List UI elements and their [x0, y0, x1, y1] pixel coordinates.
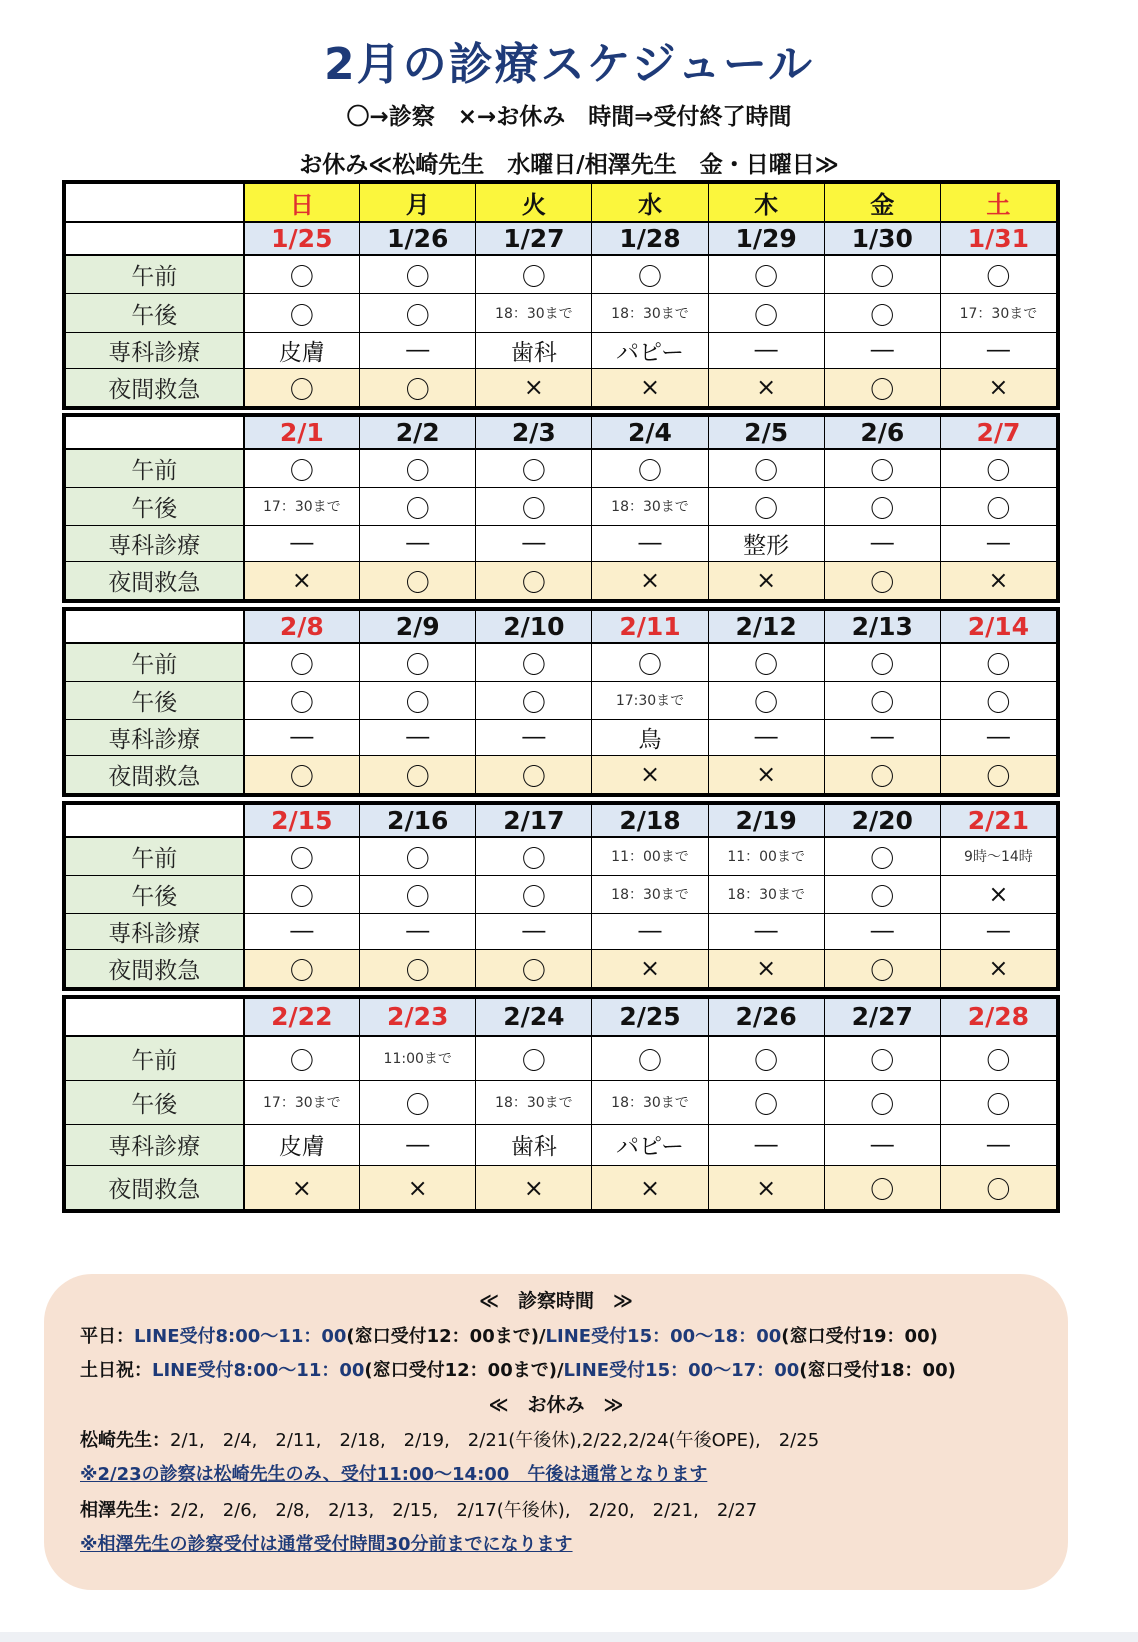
- schedule-row-pm: [66, 875, 1057, 913]
- schedule-cell: 〇: [476, 487, 592, 525]
- hours-part: (窓口受付12：00まで)/: [346, 1326, 546, 1347]
- schedule-row-pm: [66, 1080, 1057, 1124]
- info-panel: [44, 1274, 1068, 1590]
- schedule-cell: 〇: [360, 368, 476, 406]
- schedule-cell: パピー: [592, 332, 708, 368]
- date-row: [66, 611, 1057, 643]
- date-cell: 1/29: [708, 222, 824, 255]
- schedule-cell: 18：30まで: [476, 1080, 592, 1124]
- date-cell: 1/26: [360, 222, 476, 255]
- schedule-cell: ―: [244, 719, 360, 755]
- schedule-cell: ―: [940, 913, 1056, 949]
- schedule-cell: 〇: [360, 681, 476, 719]
- schedule-cell: ―: [940, 525, 1056, 561]
- aizawa-note: ※相澤先生の診察受付は通常受付時間30分前までになります: [80, 1534, 573, 1555]
- schedule-cell: パピー: [592, 1124, 708, 1165]
- schedule-cell: 歯科: [476, 1124, 592, 1165]
- schedule-cell: 〇: [940, 1166, 1056, 1210]
- aizawa-days: 2/2, 2/6, 2/8, 2/13, 2/15, 2/17(午後休), 2/20, 2/21, 2/27: [170, 1500, 758, 1521]
- schedule-cell: 〇: [244, 1036, 360, 1081]
- schedule-cell: ―: [708, 719, 824, 755]
- date-cell: 2/13: [824, 611, 940, 643]
- schedule-cell: 〇: [824, 1036, 940, 1081]
- date-cell: 2/28: [940, 999, 1056, 1036]
- hours-part: (窓口受付19：00): [781, 1326, 938, 1347]
- schedule-cell: 〇: [244, 837, 360, 876]
- schedule-cell: 11：00まで: [592, 837, 708, 876]
- weekday-cell: 金: [824, 184, 940, 223]
- schedule-cell: 17:30まで: [592, 681, 708, 719]
- schedule-cell: 〇: [244, 949, 360, 987]
- schedule-row-am: [66, 837, 1057, 876]
- schedule-cell: 〇: [244, 294, 360, 332]
- schedule-cell: 11：00まで: [708, 837, 824, 876]
- schedule-cell: 〇: [476, 1036, 592, 1081]
- schedule-cell: 〇: [708, 487, 824, 525]
- hours-part: LINE受付15：00～18：00: [545, 1326, 782, 1347]
- hours-part: (窓口受付18：00): [799, 1360, 956, 1381]
- date-cell: 2/5: [708, 417, 824, 449]
- date-cell: 2/12: [708, 611, 824, 643]
- schedule-cell: 〇: [476, 837, 592, 876]
- date-row: [66, 417, 1057, 449]
- schedule-cell: ―: [940, 719, 1056, 755]
- schedule-cell: 〇: [592, 1036, 708, 1081]
- date-cell: 2/19: [708, 805, 824, 837]
- schedule-cell: ×: [244, 1166, 360, 1210]
- schedule-cell: ×: [244, 561, 360, 599]
- aizawa-holidays: [80, 1496, 757, 1522]
- schedule-cell: 〇: [360, 949, 476, 987]
- week-table: [65, 998, 1057, 1210]
- schedule-row-special: [66, 1124, 1057, 1165]
- date-cell: 2/14: [940, 611, 1056, 643]
- schedule-cell: 〇: [824, 875, 940, 913]
- weekend-label: 土日祝：: [80, 1360, 152, 1381]
- page-title: 2月の診療スケジュール: [324, 39, 814, 90]
- weekday-cell: 木: [708, 184, 824, 223]
- week-table: [65, 416, 1057, 600]
- schedule-cell: ―: [476, 525, 592, 561]
- row-label: 専科診療: [66, 332, 244, 368]
- date-cell: 2/27: [824, 999, 940, 1036]
- schedule-cell: ―: [940, 332, 1056, 368]
- date-row: [66, 222, 1057, 255]
- schedule-cell: ―: [360, 719, 476, 755]
- schedule-cell: 〇: [476, 643, 592, 682]
- blank-cell: [66, 417, 244, 449]
- schedule-cell: 〇: [476, 681, 592, 719]
- hours-heading: ≪ 診察時間 ≫: [479, 1290, 633, 1312]
- date-cell: 2/17: [476, 805, 592, 837]
- row-label: 専科診療: [66, 719, 244, 755]
- schedule-cell: 〇: [940, 681, 1056, 719]
- schedule-cell: 〇: [824, 294, 940, 332]
- week-table: [65, 183, 1057, 407]
- week-block: [62, 180, 1060, 410]
- schedule-cell: 〇: [940, 255, 1056, 294]
- schedule-cell: ―: [824, 332, 940, 368]
- schedule-cell: ―: [940, 1124, 1056, 1165]
- schedule-cell: ―: [244, 525, 360, 561]
- date-cell: 1/31: [940, 222, 1056, 255]
- schedule-cell: 〇: [824, 755, 940, 793]
- schedule-row-am: [66, 1036, 1057, 1081]
- schedule-row-special: [66, 332, 1057, 368]
- schedule-cell: 〇: [592, 449, 708, 488]
- schedule-cell: 〇: [940, 643, 1056, 682]
- schedule-cell: 〇: [592, 255, 708, 294]
- row-label: 午前: [66, 255, 244, 294]
- schedule-cell: ×: [592, 949, 708, 987]
- matsuzaki-note: ※2/23の診察は松崎先生のみ、受付11:00～14:00 午後は通常となります: [80, 1464, 708, 1485]
- hours-part: LINE受付8:00～11：00: [134, 1326, 347, 1347]
- date-row: [66, 999, 1057, 1036]
- schedule-cell: ×: [592, 755, 708, 793]
- schedule-row-am: [66, 255, 1057, 294]
- schedule-cell: ―: [824, 719, 940, 755]
- week-table: [65, 610, 1057, 794]
- date-cell: 1/28: [592, 222, 708, 255]
- blank-cell: [66, 184, 244, 223]
- schedule-cell: 〇: [360, 294, 476, 332]
- schedule-cell: 〇: [940, 487, 1056, 525]
- schedule-cell: ―: [244, 913, 360, 949]
- schedule-cell: 〇: [940, 755, 1056, 793]
- row-label: 午後: [66, 294, 244, 332]
- schedule-cell: 〇: [708, 681, 824, 719]
- weekday-cell: 火: [476, 184, 592, 223]
- schedule-cell: ×: [708, 755, 824, 793]
- date-row: [66, 805, 1057, 837]
- schedule-cell: ―: [360, 1124, 476, 1165]
- date-cell: 1/25: [244, 222, 360, 255]
- schedule-row-night: [66, 368, 1057, 406]
- row-label: 午後: [66, 487, 244, 525]
- schedule-row-am: [66, 643, 1057, 682]
- schedule-cell: ×: [476, 368, 592, 406]
- weekday-label: 平日：: [80, 1326, 134, 1347]
- row-label: 夜間救急: [66, 949, 244, 987]
- schedule-cell: 〇: [940, 449, 1056, 488]
- date-cell: 2/7: [940, 417, 1056, 449]
- matsuzaki-holidays: [80, 1426, 819, 1452]
- schedule-cell: 18：30まで: [592, 875, 708, 913]
- schedule-cell: 〇: [360, 837, 476, 876]
- schedule-row-night: [66, 561, 1057, 599]
- schedule-cell: 〇: [824, 487, 940, 525]
- schedule-cell: 皮膚: [244, 332, 360, 368]
- row-label: 夜間救急: [66, 1166, 244, 1210]
- weekday-row: [66, 184, 1057, 223]
- schedule-cell: 〇: [824, 837, 940, 876]
- date-cell: 2/3: [476, 417, 592, 449]
- schedule-cell: 〇: [824, 681, 940, 719]
- schedule-cell: 17：30まで: [940, 294, 1056, 332]
- schedule-cell: 18：30まで: [592, 294, 708, 332]
- weekday-cell: 水: [592, 184, 708, 223]
- week-block: [62, 607, 1060, 797]
- hours-part: LINE受付15：00～17：00: [563, 1360, 800, 1381]
- schedule-cell: 〇: [360, 255, 476, 294]
- schedule-cell: 〇: [708, 1036, 824, 1081]
- schedule-cell: 17：30まで: [244, 1080, 360, 1124]
- schedule-cell: 〇: [476, 949, 592, 987]
- schedule-cell: ―: [476, 913, 592, 949]
- row-label: 午前: [66, 1036, 244, 1081]
- schedule-cell: 〇: [708, 449, 824, 488]
- weekend-hours: [80, 1356, 956, 1382]
- schedule-cell: ×: [708, 561, 824, 599]
- schedule-cell: ―: [708, 1124, 824, 1165]
- row-label: 専科診療: [66, 913, 244, 949]
- schedule-cell: 〇: [244, 875, 360, 913]
- date-cell: 2/23: [360, 999, 476, 1036]
- date-cell: 2/18: [592, 805, 708, 837]
- schedule-cell: 〇: [476, 561, 592, 599]
- date-cell: 2/21: [940, 805, 1056, 837]
- schedule-cell: ―: [476, 719, 592, 755]
- schedule-cell: ―: [708, 332, 824, 368]
- weekday-cell: 日: [244, 184, 360, 223]
- schedule-cell: 〇: [824, 949, 940, 987]
- schedule-cell: 〇: [824, 561, 940, 599]
- schedule-cell: 〇: [708, 294, 824, 332]
- schedule-row-special: [66, 719, 1057, 755]
- hours-part: (窓口受付12：00まで)/: [364, 1360, 564, 1381]
- date-cell: 1/27: [476, 222, 592, 255]
- schedule-cell: 〇: [708, 1080, 824, 1124]
- schedule-cell: 〇: [360, 561, 476, 599]
- schedule-cell: ×: [592, 368, 708, 406]
- schedule-cell: 〇: [708, 643, 824, 682]
- schedule-cell: 整形: [708, 525, 824, 561]
- schedule-cell: 9時～14時: [940, 837, 1056, 876]
- date-cell: 2/15: [244, 805, 360, 837]
- schedule-cell: ×: [708, 368, 824, 406]
- week-block: [62, 995, 1060, 1213]
- date-cell: 2/24: [476, 999, 592, 1036]
- date-cell: 2/1: [244, 417, 360, 449]
- schedule-cell: ×: [940, 561, 1056, 599]
- schedule-cell: ×: [708, 1166, 824, 1210]
- row-label: 午後: [66, 875, 244, 913]
- schedule-cell: 〇: [940, 1080, 1056, 1124]
- week-table: [65, 804, 1057, 988]
- schedule-cell: 〇: [360, 755, 476, 793]
- schedule-cell: ―: [824, 913, 940, 949]
- row-label: 専科診療: [66, 1124, 244, 1165]
- schedule-row-am: [66, 449, 1057, 488]
- row-label: 午前: [66, 449, 244, 488]
- schedule-row-pm: [66, 487, 1057, 525]
- schedule-cell: ―: [360, 525, 476, 561]
- schedule-cell: ―: [360, 913, 476, 949]
- schedule-cell: 皮膚: [244, 1124, 360, 1165]
- schedule-cell: 〇: [824, 368, 940, 406]
- schedule-cell: 〇: [940, 1036, 1056, 1081]
- date-cell: 2/6: [824, 417, 940, 449]
- schedule-cell: ―: [708, 913, 824, 949]
- schedule-cell: 〇: [824, 1166, 940, 1210]
- schedule-cell: 〇: [360, 1080, 476, 1124]
- schedule-cell: 〇: [592, 643, 708, 682]
- regular-days-off: お休み≪松崎先生 水曜日/相澤先生 金・日曜日≫: [299, 152, 839, 178]
- symbol-legend: 〇→診察 ×→お休み 時間⇒受付終了時間: [346, 104, 792, 130]
- date-cell: 2/25: [592, 999, 708, 1036]
- schedule-cell: 〇: [244, 681, 360, 719]
- schedule-cell: 〇: [360, 643, 476, 682]
- row-label: 午後: [66, 681, 244, 719]
- schedule-cell: 〇: [476, 875, 592, 913]
- date-cell: 2/11: [592, 611, 708, 643]
- date-cell: 2/10: [476, 611, 592, 643]
- date-cell: 2/16: [360, 805, 476, 837]
- schedule-cell: ×: [708, 949, 824, 987]
- schedule-row-night: [66, 1166, 1057, 1210]
- schedule-cell: 〇: [476, 755, 592, 793]
- weekday-cell: 月: [360, 184, 476, 223]
- weekday-hours: [80, 1322, 938, 1348]
- row-label: 午前: [66, 643, 244, 682]
- weekday-cell: 土: [940, 184, 1056, 223]
- row-label: 午後: [66, 1080, 244, 1124]
- schedule-cell: 〇: [244, 755, 360, 793]
- schedule-cell: ―: [360, 332, 476, 368]
- date-cell: 2/4: [592, 417, 708, 449]
- schedule-cell: 〇: [244, 368, 360, 406]
- schedule-cell: 18：30まで: [708, 875, 824, 913]
- schedule-cell: 〇: [476, 255, 592, 294]
- row-label: 夜間救急: [66, 755, 244, 793]
- matsuzaki-label: 松崎先生：: [80, 1430, 170, 1451]
- schedule-row-pm: [66, 294, 1057, 332]
- date-cell: 2/2: [360, 417, 476, 449]
- blank-cell: [66, 805, 244, 837]
- schedule-cell: ×: [592, 561, 708, 599]
- schedule-cell: 〇: [708, 255, 824, 294]
- date-cell: 2/26: [708, 999, 824, 1036]
- row-label: 専科診療: [66, 525, 244, 561]
- schedule-cell: ―: [824, 1124, 940, 1165]
- schedule-cell: 11:00まで: [360, 1036, 476, 1081]
- schedule-cell: 〇: [244, 643, 360, 682]
- schedule-cell: 18：30まで: [592, 1080, 708, 1124]
- schedule-cell: ―: [592, 913, 708, 949]
- schedule-cell: 〇: [824, 643, 940, 682]
- date-cell: 2/8: [244, 611, 360, 643]
- schedule-cell: ×: [940, 368, 1056, 406]
- schedule-row-special: [66, 913, 1057, 949]
- schedule-cell: ×: [360, 1166, 476, 1210]
- bottom-bar: [0, 1632, 1138, 1642]
- schedule-cell: ×: [940, 875, 1056, 913]
- blank-cell: [66, 611, 244, 643]
- week-block: [62, 413, 1060, 603]
- date-cell: 2/20: [824, 805, 940, 837]
- schedule-row-pm: [66, 681, 1057, 719]
- aizawa-label: 相澤先生：: [80, 1500, 170, 1521]
- schedule-cell: 〇: [244, 449, 360, 488]
- schedule-cell: 〇: [360, 875, 476, 913]
- blank-cell: [66, 999, 244, 1036]
- date-cell: 1/30: [824, 222, 940, 255]
- schedule-cell: ×: [592, 1166, 708, 1210]
- blank-cell: [66, 222, 244, 255]
- schedule-cell: 〇: [824, 1080, 940, 1124]
- matsuzaki-days: 2/1, 2/4, 2/11, 2/18, 2/19, 2/21(午後休),2/22,2/24(午後OPE), 2/25: [170, 1430, 820, 1451]
- schedule-cell: 〇: [824, 449, 940, 488]
- schedule-cell: 18：30まで: [592, 487, 708, 525]
- date-cell: 2/22: [244, 999, 360, 1036]
- schedule-cell: 鳥: [592, 719, 708, 755]
- schedule-cell: ―: [824, 525, 940, 561]
- week-block: [62, 801, 1060, 991]
- schedule-cell: ―: [592, 525, 708, 561]
- schedule-cell: 歯科: [476, 332, 592, 368]
- row-label: 夜間救急: [66, 561, 244, 599]
- schedule-cell: 〇: [476, 449, 592, 488]
- holidays-heading: ≪ お休み ≫: [488, 1394, 624, 1416]
- schedule-cell: 〇: [360, 487, 476, 525]
- date-cell: 2/9: [360, 611, 476, 643]
- schedule-cell: 17：30まで: [244, 487, 360, 525]
- row-label: 夜間救急: [66, 368, 244, 406]
- schedule-row-special: [66, 525, 1057, 561]
- schedule-cell: ×: [940, 949, 1056, 987]
- schedule-row-night: [66, 949, 1057, 987]
- schedule-cell: 〇: [244, 255, 360, 294]
- schedule-cell: 18：30まで: [476, 294, 592, 332]
- row-label: 午前: [66, 837, 244, 876]
- schedule-cell: 〇: [360, 449, 476, 488]
- hours-part: LINE受付8:00～11：00: [152, 1360, 365, 1381]
- schedule-cell: ×: [476, 1166, 592, 1210]
- schedule-cell: 〇: [824, 255, 940, 294]
- schedule-row-night: [66, 755, 1057, 793]
